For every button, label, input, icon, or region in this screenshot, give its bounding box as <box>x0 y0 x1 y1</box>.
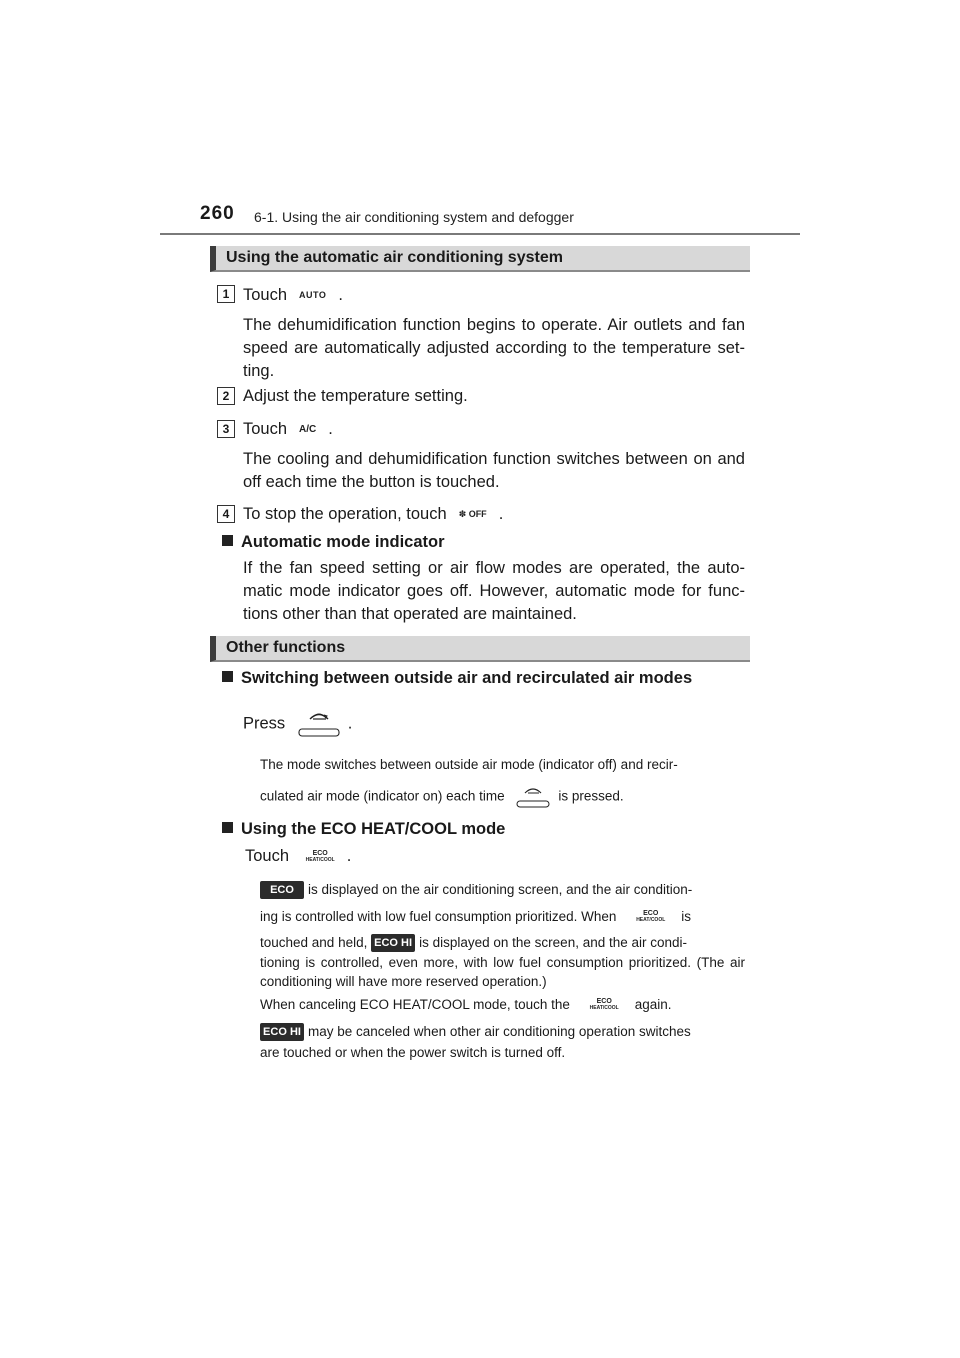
eco-para1-c-prefix: touched and held, <box>260 935 368 950</box>
eco-para1-b-suffix: is <box>681 909 692 924</box>
eco-para1-b <box>260 907 745 926</box>
switching-note-suffix: is pressed. <box>558 788 624 804</box>
step-number-1: 1 <box>217 285 235 303</box>
eco-para2-prefix: When canceling ECO HEAT/COOL mode, touch the <box>260 997 570 1012</box>
recirculate-air-icon <box>296 710 342 738</box>
auto-indicator-heading-text: Automatic mode indicator <box>241 533 445 551</box>
auto-button-icon: AUTO <box>299 290 327 301</box>
eco-btn-line1: ECO <box>643 910 659 918</box>
step-3-suffix: . <box>328 420 333 438</box>
chapter-title: 6-1. Using the air conditioning system and defogger <box>254 209 574 225</box>
press-line <box>243 710 745 738</box>
step-2-text: Adjust the temperature setting. <box>243 387 468 405</box>
eco-para2-suffix: again. <box>634 997 672 1012</box>
eco-touch-text: Touch <box>245 847 290 865</box>
eco-btn-line1: ECO <box>596 998 612 1006</box>
eco-heading-text: Using the ECO HEAT/COOL mode <box>241 820 506 838</box>
eco-heading <box>222 820 505 839</box>
eco-badge: ECO <box>260 881 304 899</box>
page-number: 260 <box>200 203 235 224</box>
fan-icon: ✽ <box>458 509 469 520</box>
press-text: Press <box>243 714 286 733</box>
bullet-square-icon <box>222 671 233 682</box>
auto-indicator-heading <box>222 533 445 552</box>
press-suffix: . <box>347 714 353 733</box>
eco-para1-a <box>260 880 745 899</box>
eco-btn-line2: HEAT/COOL <box>589 1005 619 1012</box>
eco-para1-a-text: is displayed on the air conditioning screen, and the air condition- <box>308 882 693 897</box>
eco-touch-suffix: . <box>346 847 352 865</box>
bullet-square-icon <box>222 535 233 546</box>
eco-para1-d: tioning is controlled, even more, with low fuel consumption prioritized. (The air conditioning will have more reserved operation.) <box>260 955 745 989</box>
eco-heat-cool-button-icon <box>584 998 625 1012</box>
eco-para1-b-prefix: ing is controlled with low fuel consumption prioritized. When <box>260 909 617 924</box>
step-4-prefix: To stop the operation, touch <box>243 505 447 523</box>
eco-heat-cool-button-icon <box>300 850 341 864</box>
auto-indicator-text: If the fan speed setting or air flow modes are operated, the auto- matic mode indicator goes off. However, automatic mode for func- tions other than that operated are maintained. <box>243 559 745 623</box>
step-number-3: 3 <box>217 420 235 438</box>
eco-hi-badge: ECO HI <box>371 934 415 952</box>
eco-para2 <box>260 995 745 1014</box>
switching-note-line2 <box>260 785 745 809</box>
switching-heading-text: Switching between outside air and recirculated air modes <box>241 669 693 687</box>
switching-note-prefix: culated air mode (indicator on) each time <box>260 788 505 804</box>
eco-para3-a-text: may be canceled when other air conditioning operation switches <box>308 1024 691 1039</box>
step-number-4: 4 <box>217 505 235 523</box>
eco-hi-badge: ECO HI <box>260 1023 304 1041</box>
section-title-other: Other functions <box>226 639 346 656</box>
eco-btn-line1: ECO <box>312 849 328 857</box>
eco-para3-b: are touched or when the power switch is turned off. <box>260 1045 566 1060</box>
section-title-bar-other <box>210 636 750 662</box>
step-4-line <box>243 503 745 526</box>
section-title-bar <box>210 246 750 272</box>
switching-heading <box>222 669 692 688</box>
step-4-suffix: . <box>498 505 504 523</box>
recirculate-air-icon <box>514 785 552 809</box>
switching-note-line1: The mode switches between outside air mode (indicator off) and recir- <box>260 757 678 772</box>
eco-touch-line <box>245 845 747 868</box>
step-1-suffix: . <box>338 286 343 304</box>
eco-btn-line2: HEAT/COOL <box>636 917 666 924</box>
ac-button-icon: A/C <box>299 424 317 436</box>
section-title: Using the automatic air conditioning system <box>226 249 563 266</box>
step-3-line <box>243 418 745 441</box>
step-3-prefix: Touch <box>243 420 288 438</box>
bullet-square-icon <box>222 822 233 833</box>
eco-para1-c-suffix: is displayed on the screen, and the air condi- <box>419 935 688 950</box>
step-number-2: 2 <box>217 387 235 405</box>
fan-off-label: OFF <box>468 509 487 520</box>
eco-heat-cool-button-icon <box>630 910 671 924</box>
step-1-description: The dehumidification function begins to operate. Air outlets and fan speed are automatically adjusted according to the temperature set- ting. <box>243 316 745 380</box>
step-3-description: The cooling and dehumidification function switches between on and off each time the button is touched. <box>243 450 745 491</box>
eco-para1-c <box>260 933 745 952</box>
step-1-prefix: Touch <box>243 286 288 304</box>
step-1-line <box>243 284 745 307</box>
fan-off-button-icon <box>453 503 493 526</box>
eco-para3-a <box>260 1022 745 1041</box>
eco-btn-line2: HEAT/COOL <box>305 856 335 863</box>
header-divider <box>160 233 800 235</box>
